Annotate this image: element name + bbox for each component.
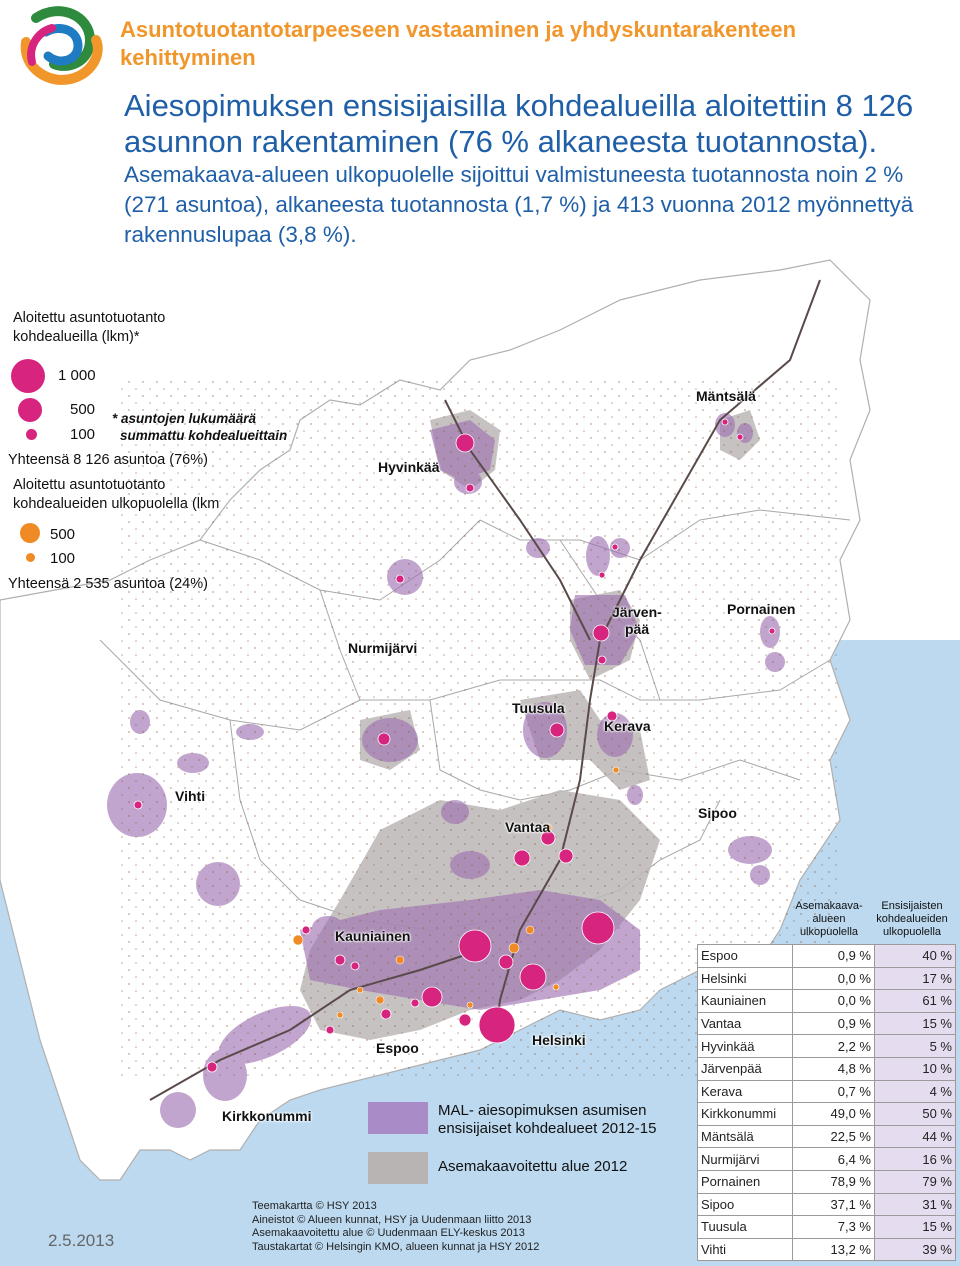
- table-row: Sipoo 37,1 % 31 %: [698, 1193, 956, 1216]
- legend-bubble-100: [26, 429, 37, 440]
- legend-title-in-2: kohdealueilla (lkm)*: [13, 329, 140, 345]
- table-row: Kerava 0,7 % 4 %: [698, 1080, 956, 1103]
- legend-label-out-100: 100: [50, 550, 76, 567]
- table-row: Vantaa 0,9 % 15 %: [698, 1012, 956, 1035]
- place-vantaa: Vantaa: [505, 819, 551, 835]
- place-kauniainen: Kauniainen: [335, 928, 411, 944]
- page-title: Asuntotuotantotarpeeseen vastaaminen ja yhdyskuntarakenteen kehittyminen: [120, 17, 797, 70]
- place-hyvinkaa: Hyvinkää: [378, 459, 440, 475]
- place-helsinki: Helsinki: [532, 1032, 586, 1048]
- table-row: Nurmijärvi 6,4 % 16 %: [698, 1148, 956, 1171]
- legend-note-2: summattu kohdealueittain: [120, 428, 288, 443]
- legend-label-out-500: 500: [50, 526, 76, 543]
- table-row: Tuusula 7,3 % 15 %: [698, 1216, 956, 1239]
- table-row: Espoo 0,9 % 40 %: [698, 945, 956, 968]
- legend-bubble-out-500: [20, 523, 40, 543]
- legend-title-out-2: kohdealueiden ulkopuolella (lkm: [13, 496, 220, 512]
- table-row: Vihti 13,2 % 39 %: [698, 1238, 956, 1261]
- lead-text-main: Aiesopimuksen ensisijaisilla kohdealueilla aloitettiin 8 126 asunnon rakentaminen (76 % alkaneesta tuotannosta).: [124, 88, 914, 159]
- table-row: Mäntsälä 22,5 % 44 %: [698, 1125, 956, 1148]
- table-row: Pornainen 78,9 % 79 %: [698, 1170, 956, 1193]
- table-row: Hyvinkää 2,2 % 5 %: [698, 1035, 956, 1058]
- legend-bubble-out-100: [26, 553, 35, 562]
- table-row: Kauniainen 0,0 % 61 %: [698, 990, 956, 1013]
- credit-line: Teemakartta © HSY 2013: [252, 1200, 377, 1212]
- lead-text-detail: Asemakaava-alueen ulkopuolelle sijoittui valmistuneesta tuotannosta noin 2 % (271 asuntoa), alkaneesta tuotannosta (1,7 %) ja 413 vuonna 2012 myönnettyä rakennuslupaa (3,8 %).: [124, 162, 914, 247]
- legend-bubble-500: [18, 398, 42, 422]
- table-row: Helsinki 0,0 % 17 %: [698, 967, 956, 990]
- lead-text: [124, 88, 914, 250]
- legend-title-out-1: Aloitettu asuntotuotanto: [13, 477, 166, 493]
- legend-label-500: 500: [70, 401, 96, 418]
- place-mantsala: Mäntsälä: [696, 388, 756, 404]
- legend-label-1000: 1 000: [58, 367, 96, 384]
- legend-total-out: Yhteensä 2 535 asuntoa (24%): [8, 576, 208, 592]
- place-jarvenpaa-1: Järven-: [612, 604, 662, 620]
- legend-total-in: Yhteensä 8 126 asuntoa (76%): [8, 452, 208, 468]
- mal-swatch: [368, 1102, 428, 1134]
- asemakaava-label: Asemakaavoitettu alue 2012: [438, 1158, 628, 1175]
- place-espoo: Espoo: [376, 1040, 419, 1056]
- mal-label-2: ensisijaiset kohdealueet 2012-15: [438, 1120, 657, 1137]
- mal-label-1: MAL- aiesopimuksen asumisen: [438, 1102, 647, 1119]
- place-vihti: Vihti: [175, 788, 206, 804]
- legend-label-100: 100: [70, 426, 96, 443]
- map-credits: [252, 1200, 539, 1254]
- place-nurmijarvi: Nurmijärvi: [348, 640, 418, 656]
- place-tuusula: Tuusula: [512, 700, 565, 716]
- table-row: Järvenpää 4,8 % 10 %: [698, 1057, 956, 1080]
- place-sipoo: Sipoo: [698, 805, 737, 821]
- col-header-b: Ensisijaisten kohdealueiden ulkopuolella: [876, 900, 948, 938]
- credit-line: Aineistot © Alueen kunnat, HSY ja Uudenmaan liitto 2013: [252, 1213, 532, 1226]
- table-row: Kirkkonummi 49,0 % 50 %: [698, 1103, 956, 1126]
- place-jarvenpaa-2: pää: [625, 621, 650, 637]
- hsy-logo: [16, 6, 104, 88]
- date-label: 2.5.2013: [48, 1231, 115, 1250]
- legend-note-1: * asuntojen lukumäärä: [112, 411, 257, 426]
- legend-title-in-1: Aloitettu asuntotuotanto: [13, 310, 166, 326]
- place-kirkkonummi: Kirkkonummi: [222, 1108, 312, 1124]
- municipality-table: [697, 944, 956, 1261]
- asemakaava-swatch: [368, 1152, 428, 1184]
- col-header-a: Asemakaava- alueen ulkopuolella: [795, 900, 863, 938]
- place-pornainen: Pornainen: [727, 601, 796, 617]
- credit-line: Asemakaavoitettu alue © Uudenmaan ELY-keskus 2013: [252, 1227, 525, 1239]
- credit-line: Taustakartat © Helsingin KMO, alueen kunnat ja HSY 2012: [252, 1240, 540, 1253]
- legend-bubble-1000: [11, 359, 45, 393]
- place-kerava: Kerava: [604, 718, 651, 734]
